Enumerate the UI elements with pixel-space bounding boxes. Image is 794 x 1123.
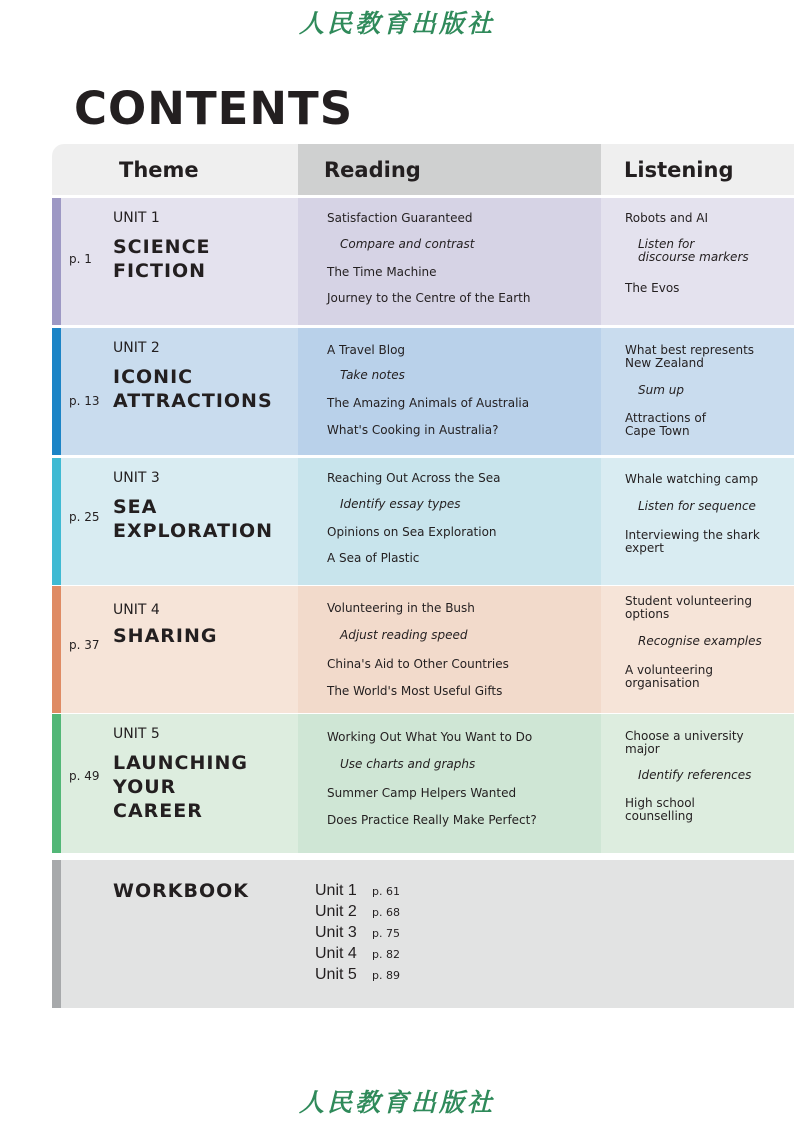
publisher-logo-top: 人民教育出版社 — [298, 9, 495, 38]
reading-item[interactable]: The Amazing Animals of Australia — [327, 396, 530, 410]
header-theme — [52, 144, 298, 195]
unit-title[interactable]: SEA EXPLORATION — [113, 496, 274, 542]
listening-item[interactable]: What best represents New Zealand — [625, 343, 755, 370]
workbook-page[interactable]: p. 82 — [372, 948, 400, 961]
reading-item[interactable]: A Travel Blog — [327, 343, 406, 357]
unit-title[interactable]: SHARING — [113, 625, 218, 647]
unit-page-number[interactable]: p. 49 — [69, 769, 100, 783]
listening-item[interactable]: The Evos — [625, 281, 680, 295]
listening-skill: Listen for discourse markers — [638, 237, 749, 264]
listening-skill: Identify references — [638, 768, 752, 782]
workbook-title[interactable]: WORKBOOK — [113, 880, 249, 902]
workbook-unit[interactable]: Unit 4 — [315, 945, 357, 962]
unit-row-3 — [52, 458, 794, 585]
workbook-unit[interactable]: Unit 1 — [315, 882, 357, 899]
unit-number: UNIT 1 — [113, 210, 160, 226]
listening-skill: Sum up — [638, 383, 684, 397]
header-reading — [298, 144, 601, 195]
page-title: CONTENTS — [74, 82, 354, 135]
unit-title[interactable]: LAUNCHING YOUR CAREER — [113, 752, 248, 822]
unit-number: UNIT 3 — [113, 470, 160, 486]
unit-number: UNIT 5 — [113, 726, 160, 742]
listening-item[interactable]: Whale watching camp — [625, 472, 759, 486]
listening-cell — [601, 586, 794, 713]
workbook-page[interactable]: p. 75 — [372, 927, 400, 940]
listening-cell — [601, 198, 794, 325]
listening-item[interactable]: A volunteering organisation — [625, 663, 713, 690]
unit-color-bar — [52, 328, 61, 455]
unit-row-2 — [52, 328, 794, 455]
reading-item[interactable]: The World's Most Useful Gifts — [327, 684, 503, 698]
unit-row-1 — [52, 198, 794, 325]
workbook-color-bar — [52, 860, 61, 1008]
theme-cell — [61, 586, 298, 713]
unit-number: UNIT 4 — [113, 602, 160, 618]
workbook-unit[interactable]: Unit 5 — [315, 966, 357, 983]
workbook-unit[interactable]: Unit 3 — [315, 924, 357, 941]
reading-skill: Adjust reading speed — [340, 628, 468, 642]
reading-item[interactable]: A Sea of Plastic — [327, 551, 420, 565]
theme-cell — [61, 714, 298, 853]
unit-color-bar — [52, 586, 61, 713]
listening-cell — [601, 328, 794, 455]
reading-item[interactable]: China's Aid to Other Countries — [327, 657, 509, 671]
unit-color-bar — [52, 458, 61, 585]
unit-number: UNIT 2 — [113, 340, 160, 356]
unit-page-number[interactable]: p. 13 — [69, 394, 100, 408]
unit-title[interactable]: SCIENCE FICTION — [113, 236, 211, 282]
reading-cell — [298, 328, 601, 455]
unit-page-number[interactable]: p. 1 — [69, 252, 92, 266]
reading-skill: Compare and contrast — [340, 237, 475, 251]
reading-item[interactable]: What's Cooking in Australia? — [327, 423, 499, 437]
reading-item[interactable]: Opinions on Sea Exploration — [327, 525, 497, 539]
unit-page-number[interactable]: p. 37 — [69, 638, 100, 652]
reading-item[interactable]: Reaching Out Across the Sea — [327, 471, 501, 485]
reading-item[interactable]: Summer Camp Helpers Wanted — [327, 786, 517, 800]
header-theme-label: Theme — [119, 158, 199, 182]
listening-item[interactable]: Robots and AI — [625, 211, 709, 225]
listening-item[interactable]: Attractions of Cape Town — [625, 411, 706, 438]
reading-item[interactable]: Volunteering in the Bush — [327, 601, 475, 615]
listening-skill: Recognise examples — [638, 634, 762, 648]
header-listening — [601, 144, 794, 195]
header-listening-label: Listening — [624, 158, 734, 182]
reading-item[interactable]: Does Practice Really Make Perfect? — [327, 813, 537, 827]
reading-item[interactable]: Satisfaction Guaranteed — [327, 211, 473, 225]
workbook-section — [52, 860, 794, 1008]
reading-skill: Take notes — [340, 368, 405, 382]
theme-cell — [61, 328, 298, 455]
reading-item[interactable]: Journey to the Centre of the Earth — [327, 291, 531, 305]
reading-item[interactable]: Working Out What You Want to Do — [327, 730, 533, 744]
workbook-unit[interactable]: Unit 2 — [315, 903, 357, 920]
reading-item[interactable]: The Time Machine — [327, 265, 437, 279]
header-reading-label: Reading — [324, 158, 421, 182]
theme-cell — [61, 458, 298, 585]
workbook-page[interactable]: p. 89 — [372, 969, 400, 982]
workbook-page[interactable]: p. 61 — [372, 885, 400, 898]
unit-title[interactable]: ICONIC ATTRACTIONS — [113, 366, 273, 412]
listening-item[interactable]: High school counselling — [625, 796, 695, 823]
listening-skill: Listen for sequence — [638, 499, 756, 513]
listening-cell — [601, 714, 794, 853]
reading-cell — [298, 714, 601, 853]
unit-color-bar — [52, 198, 61, 325]
listening-item[interactable]: Student volunteering options — [625, 594, 753, 621]
publisher-logo-bottom: 人民教育出版社 — [298, 1088, 495, 1117]
listening-item[interactable]: Choose a university major — [625, 729, 744, 756]
reading-skill: Identify essay types — [340, 497, 461, 511]
listening-cell — [601, 458, 794, 585]
reading-cell — [298, 198, 601, 325]
reading-skill: Use charts and graphs — [340, 757, 476, 771]
listening-item[interactable]: Interviewing the shark expert — [625, 528, 760, 555]
theme-cell — [61, 198, 298, 325]
unit-row-4 — [52, 586, 794, 713]
reading-cell — [298, 458, 601, 585]
unit-row-5 — [52, 714, 794, 853]
unit-page-number[interactable]: p. 25 — [69, 510, 100, 524]
workbook-page[interactable]: p. 68 — [372, 906, 400, 919]
unit-color-bar — [52, 714, 61, 853]
reading-cell — [298, 586, 601, 713]
